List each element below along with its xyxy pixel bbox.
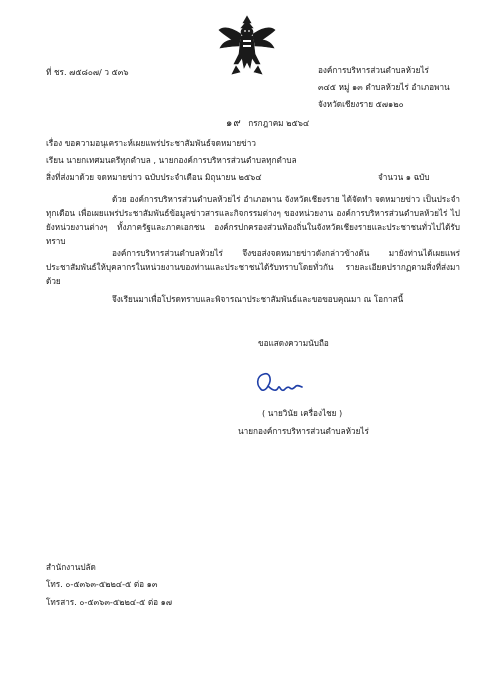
letter-subject: เรื่อง ขอความอนุเคราะห์เผยแพร่ประชาสัมพันธ์จดหมายข่าว [46, 138, 256, 148]
letter-date-month-year: กรกฎาคม ๒๕๖๔ [248, 118, 310, 128]
signer-name: ( นายวินัย เครื่องไชย ) [262, 408, 343, 418]
footer-fax: โทรสาร. ๐-๕๓๖๓-๕๒๒๔-๕ ต่อ ๑๗ [46, 597, 173, 607]
sender-org: องค์การบริหารส่วนตำบลห้วยไร่ [318, 65, 429, 75]
enclosure-count: จำนวน ๑ ฉบับ [378, 172, 430, 182]
sender-address-line-1: ๓๔๕ หมู่ ๑๓ ตำบลห้วยไร่ อำเภอพาน [318, 82, 450, 92]
letter-date [226, 118, 309, 129]
body-paragraph-3: จึงเรียนมาเพื่อโปรดทราบและพิจารณาประชาสัมพันธ์และขอขอบคุณมา ณ โอกาสนี้ [112, 294, 404, 304]
garuda-emblem-icon [218, 14, 276, 76]
letter-date-day: ๑๙ [226, 118, 242, 129]
body-paragraph-1: ด้วย องค์การบริหารส่วนตำบลห้วยไร่ อำเภอพาน จังหวัดเชียงราย ได้จัดทำ จดหมายข่าว เป็นประจำทุกเดือน เพื่อเผยแพร่ประชาสัมพันธ์ข้อมูลข่าวสารและกิจกรรมต่างๆ ของหน่วยงาน องค์การบริหารส่วนตำบลห้วยไร่ ไปยังหน่วยงานต่างๆ ทั้งภาครัฐและภาคเอกชน องค์กรปกครองส่วนท้องถิ่นในจังหวัดเชียงรายและประชาชนทั่วไปได้รับทราบ [46, 194, 460, 246]
signer-title: นายกองค์การบริหารส่วนตำบลห้วยไร่ [238, 426, 369, 436]
closing-salutation: ขอแสดงความนับถือ [258, 338, 329, 348]
enclosure-line: สิ่งที่ส่งมาด้วย จดหมายข่าว ฉบับประจำเดือน มิถุนายน ๒๕๖๔ [46, 172, 262, 182]
signature-icon [250, 368, 306, 400]
sender-address-line-2: จังหวัดเชียงราย ๕๗๑๒๐ [318, 99, 404, 109]
body-paragraph-2: องค์การบริหารส่วนตำบลห้วยไร่ จึงขอส่งจดหมายข่าวดังกล่าวข้างต้น มายังท่านได้เผยแพร่ประชาสัมพันธ์ให้บุคลากรในหน่วยงานของท่านและประชาชนได้รับทราบโดยทั่วกัน รายละเอียดปรากฏตามสิ่งที่ส่งมาด้วย [46, 248, 460, 286]
letter-recipient: เรียน นายกเทศมนตรีทุกตำบล , นายกองค์การบริหารส่วนตำบลทุกตำบล [46, 155, 297, 165]
footer-telephone: โทร. ๐-๕๓๖๓-๕๒๒๔-๕ ต่อ ๑๓ [46, 579, 158, 589]
footer-office: สำนักงานปลัด [46, 562, 96, 572]
document-number: ที่ ชร. ๗๕๘๐๗/ ว ๕๓๖ [46, 67, 129, 77]
